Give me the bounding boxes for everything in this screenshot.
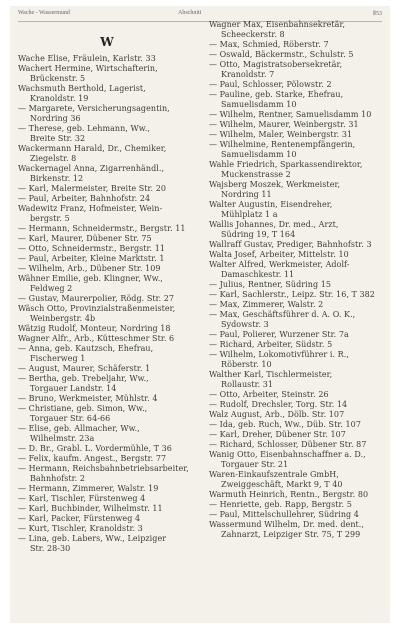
directory-line: — Max, Schmied, Röberstr. 7 xyxy=(209,40,329,49)
directory-line: Torgauer Str. 21 xyxy=(221,460,289,469)
directory-line: Wätzig Rudolf, Monteur, Nordring 18 xyxy=(18,324,171,333)
directory-line: Wache Elise, Fräulein, Karlstr. 33 xyxy=(18,54,156,63)
directory-line: Wachert Hermine, Wirtschafterin, xyxy=(18,64,158,73)
directory-line: Mühlplatz 1 a xyxy=(221,210,278,219)
directory-line: Wadewitz Franz, Hofmeister, Wein- xyxy=(18,204,163,213)
directory-line: Sydowstr. 3 xyxy=(221,320,269,329)
directory-line: Röberstr. 10 xyxy=(221,360,272,369)
directory-line: — Paul, Polierer, Wurzener Str. 7a xyxy=(209,330,349,339)
left-entries xyxy=(18,54,196,554)
section-letter: W xyxy=(100,35,114,49)
directory-line: Wähner Emilie, geb. Klingner, Ww., xyxy=(18,274,163,283)
directory-line: Wallraff Gustav, Prediger, Bahnhofstr. 3 xyxy=(209,240,372,249)
directory-line: Nordring 11 xyxy=(221,190,272,199)
directory-line: — Max, Geschäftsführer d. A. O. K., xyxy=(209,310,356,319)
directory-line: — Wilhelm, Rentner, Samuelisdamm 10 xyxy=(209,110,372,119)
directory-line: — Otto, Arbeiter, Steinstr. 26 xyxy=(209,390,329,399)
directory-line: — Henriette, geb. Rapp, Bergstr. 5 xyxy=(209,500,352,509)
directory-line: — August, Maurer, Schäferstr. 1 xyxy=(18,364,151,373)
directory-line: — Karl, Maurer, Dübener Str. 75 xyxy=(18,234,152,243)
directory-line: Wahle Friedrich, Sparkassendirektor, xyxy=(209,160,363,169)
directory-line: — Karl, Sachlerstr., Leipz. Str. 16, T 382 xyxy=(209,290,375,299)
directory-line: Wallis Johannes, Dr. med., Arzt, xyxy=(209,220,339,229)
directory-line: Breite Str. 32 xyxy=(30,134,86,143)
directory-line: — Paul, Mittelschullehrer, Südring 4 xyxy=(209,510,359,519)
directory-line: Wassermund Wilhelm, Dr. med. dent., xyxy=(209,520,364,529)
directory-line: Scheeckerstr. 8 xyxy=(221,30,285,39)
directory-line: Walther Karl, Tischlermeister, xyxy=(209,370,333,379)
directory-line: Walter Augustin, Eisendreher, xyxy=(209,200,333,209)
directory-line: Damaschkestr. 11 xyxy=(221,270,295,279)
directory-line: — Karl, Dreher, Dübener Str. 107 xyxy=(209,430,346,439)
directory-line: — Elise, geb. Allmacher, Ww., xyxy=(18,424,140,433)
directory-line: Nordring 36 xyxy=(30,114,81,123)
directory-line: — Wilhelm, Maurer, Weinbergstr. 31 xyxy=(209,120,359,129)
directory-line: — Pauline, geb. Starke, Ehefrau, xyxy=(209,90,344,99)
directory-line: Bahnhofstr. 2 xyxy=(30,474,85,483)
directory-line: Kranoldstr. 19 xyxy=(30,94,89,103)
directory-line: Kranoldstr. 7 xyxy=(221,70,275,79)
directory-line: Weinbergstr. 4b xyxy=(30,314,96,323)
directory-line: — Karl, Tischler, Fürstenweg 4 xyxy=(18,494,146,503)
directory-line: Str. 28-30 xyxy=(30,544,71,553)
directory-line: Wilhelmstr. 23a xyxy=(30,434,95,443)
directory-line: Wagner Alfr., Arb., Kütteschmer Str. 6 xyxy=(18,334,175,343)
directory-line: Fischerweg 1 xyxy=(30,354,86,363)
directory-line: Brückenstr. 5 xyxy=(30,74,86,83)
directory-line: — Otto, Schneidermstr., Bergstr. 11 xyxy=(18,244,165,253)
directory-line: — Hermann, Reichsbahnbetriebsarbeiter, xyxy=(18,464,189,473)
directory-line: — Otto, Magistratsobersekretär, xyxy=(209,60,343,69)
directory-line: Wajsberg Moszek, Werkmeister, xyxy=(209,180,341,189)
directory-line: — Rudolf, Drechsler, Torg. Str. 14 xyxy=(209,400,348,409)
directory-line: Walta Josef, Arbeiter, Mittelstr. 10 xyxy=(209,250,349,259)
header-center: Abschnitt xyxy=(178,10,202,16)
directory-line: — Richard, Schlosser, Dübener Str. 87 xyxy=(209,440,367,449)
directory-line: Waren-Einkaufszentrale GmbH, xyxy=(209,470,339,479)
header-left: Wache - Wassermund xyxy=(18,10,70,16)
directory-line: — Paul, Arbeiter, Bahnhofstr. 24 xyxy=(18,194,151,203)
directory-line: Torgauer Str. 64-66 xyxy=(30,414,111,423)
directory-line: — Karl, Packer, Fürstenweg 4 xyxy=(18,514,141,523)
directory-line: — Ida, geb. Ruch, Ww., Düb. Str. 107 xyxy=(209,420,361,429)
directory-line: Zahnarzt, Leipziger Str. 75, T 299 xyxy=(221,530,361,539)
left-column xyxy=(18,34,196,554)
directory-line: — Julius, Rentner, Südring 15 xyxy=(209,280,331,289)
directory-line: Wanig Otto, Eisenbahnschaffner a. D., xyxy=(209,450,366,459)
directory-line: Samuelisdamm 10 xyxy=(221,150,297,159)
directory-line: Rollaustr. 31 xyxy=(221,380,274,389)
directory-line: — Karl, Buchbinder, Wilhelmstr. 11 xyxy=(18,504,163,513)
directory-line: Wagner Max, Eisenbahnsekretär, xyxy=(209,20,346,29)
directory-line: Torgauer Landstr. 14 xyxy=(30,384,117,393)
directory-line: Wachsmuth Berthold, Lagerist, xyxy=(18,84,146,93)
directory-line: — Wilhelmine, Rentenempfängerin, xyxy=(209,140,356,149)
directory-line: — Felix, kaufm. Angest., Bergstr. 77 xyxy=(18,454,167,463)
directory-line: bergstr. 5 xyxy=(30,214,70,223)
directory-line: — Gustav, Maurerpolier, Rödg. Str. 27 xyxy=(18,294,175,303)
directory-line: Zweiggeschäft, Markt 9, T 40 xyxy=(221,480,343,489)
directory-line: Wackernagel Anna, Zigarrenhändl., xyxy=(18,164,165,173)
directory-line: Warmuth Heinrich, Rentn., Bergstr. 80 xyxy=(209,490,369,499)
directory-line: Samuelisdamm 10 xyxy=(221,100,297,109)
directory-line: — Paul, Arbeiter, Kleine Marktstr. 1 xyxy=(18,254,165,263)
directory-line: Ziegelstr. 8 xyxy=(30,154,77,163)
directory-line: — Hermann, Zimmerer, Walstr. 19 xyxy=(18,484,159,493)
directory-line: — D. Br., Grabl. L. Vordermühle, T 36 xyxy=(18,444,172,453)
directory-line: — Max, Zimmerer, Walstr. 2 xyxy=(209,300,324,309)
directory-line: — Therese, geb. Lehmann, Ww., xyxy=(18,124,150,133)
directory-line: Birkenstr. 12 xyxy=(30,174,84,183)
directory-line: — Bertha, geb. Trebeljahr, Ww., xyxy=(18,374,149,383)
directory-line: — Wilhelm, Arb., Dübener Str. 109 xyxy=(18,264,161,273)
directory-line: Wackermann Harald, Dr., Chemiker, xyxy=(18,144,167,153)
directory-line: — Richard, Arbeiter, Südstr. 5 xyxy=(209,340,333,349)
directory-line: Wäsch Otto, Provinzialstraßenmeister, xyxy=(18,304,176,313)
right-entries xyxy=(209,20,387,540)
directory-line: — Hermann, Schneidermstr., Bergstr. 11 xyxy=(18,224,186,233)
directory-page xyxy=(10,6,390,623)
directory-line: — Wilhelm, Maler, Weinbergstr. 31 xyxy=(209,130,353,139)
directory-line: — Paul, Schlosser, Pölowstr. 2 xyxy=(209,80,332,89)
directory-line: — Karl, Malermeister, Breite Str. 20 xyxy=(18,184,166,193)
directory-line: — Kurt, Tischler, Kranoldstr. 3 xyxy=(18,524,143,533)
directory-line: — Oswald, Bäckermstr., Schulstr. 5 xyxy=(209,50,354,59)
directory-line: Südring 19, T 164 xyxy=(221,230,296,239)
directory-line: Walz August, Arb., Dölb. Str. 107 xyxy=(209,410,345,419)
directory-line: — Christiane, geb. Simon, Ww., xyxy=(18,404,148,413)
directory-line: — Wilhelm, Lokomotivführer i. R., xyxy=(209,350,349,359)
directory-line: Feldweg 2 xyxy=(30,284,73,293)
directory-line: — Margarete, Versicherungsagentin, xyxy=(18,104,170,113)
directory-line: — Bruno, Werkmeister, Mühlstr. 4 xyxy=(18,394,158,403)
directory-line: — Anna, geb. Kautzsch, Ehefrau, xyxy=(18,344,154,353)
header-page-number: Ⅱ53 xyxy=(373,11,382,17)
right-column xyxy=(209,20,387,540)
directory-line: Muckenstrasse 2 xyxy=(221,170,291,179)
directory-line: — Lina, geb. Labers, Ww., Leipziger xyxy=(18,534,167,543)
directory-line: Walter Alfred, Werkmeister, Adolf- xyxy=(209,260,350,269)
